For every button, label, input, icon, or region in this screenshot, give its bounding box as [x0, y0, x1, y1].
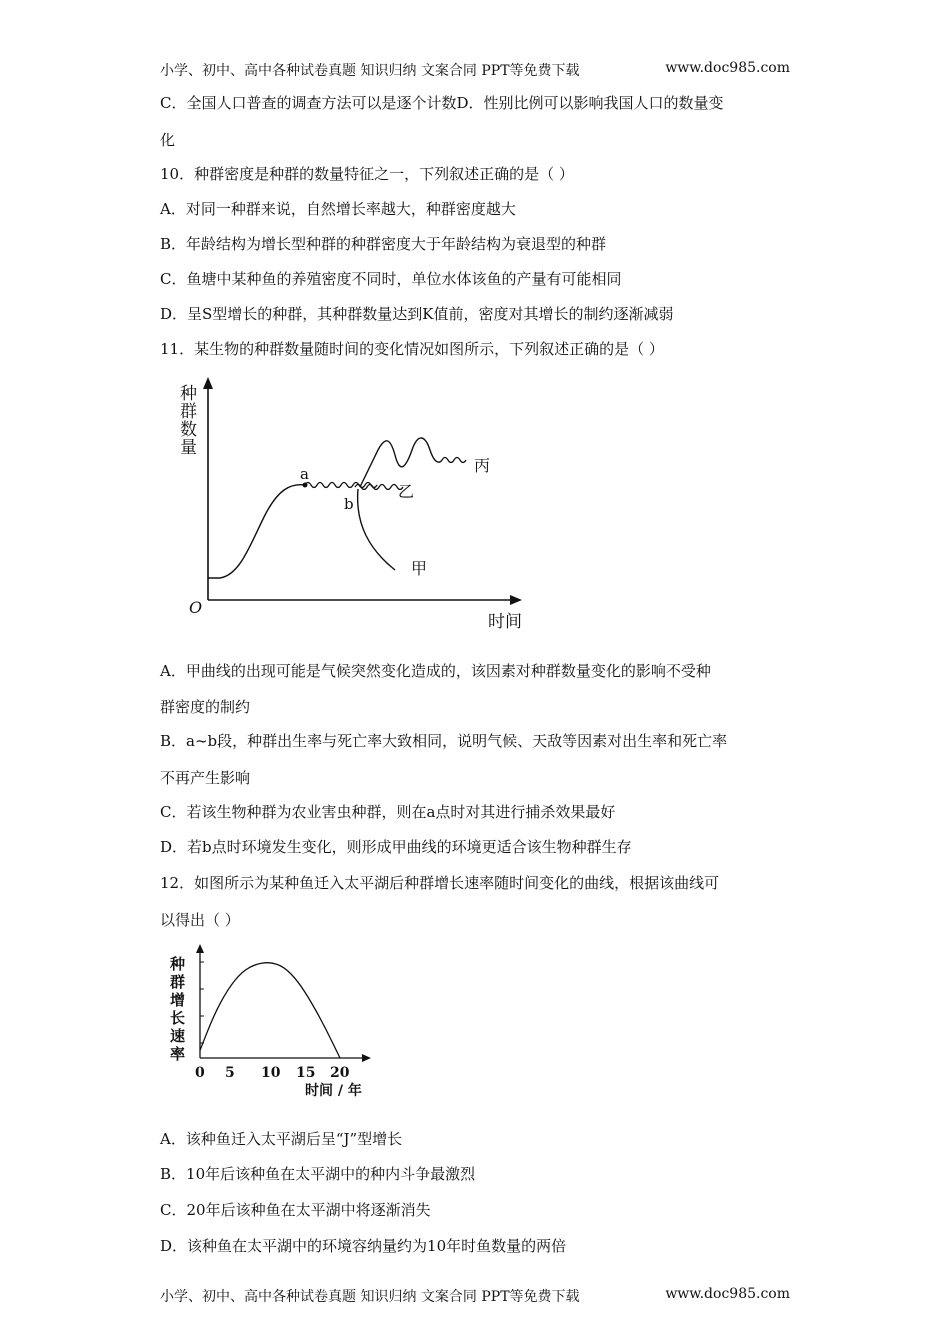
q12-option-d: D．该种鱼在太平湖中的环境容纳量约为10年时鱼数量的两倍 [160, 1237, 567, 1255]
q11-y-arrow [203, 377, 213, 389]
q11-option-a-line1: A．甲曲线的出现可能是气候突然变化造成的，该因素对种群数量变化的影响不受种 [160, 662, 711, 680]
q12-x-tick-20: 20 [330, 1065, 350, 1081]
q9-option-d-cont: 化 [160, 131, 176, 149]
q10-option-b: B．年龄结构为增长型种群的种群密度大于年龄结构为衰退型的种群 [160, 235, 607, 253]
q12-stem-line1: 12．如图所示为某种鱼迁入太平湖后种群增长速率随时间变化的曲线，根据该曲线可 [160, 874, 720, 892]
q12-option-c: C．20年后该种鱼在太平湖中将逐渐消失 [160, 1201, 431, 1219]
q12-x-arrow [362, 1054, 371, 1062]
q10-option-c: C．鱼塘中某种鱼的养殖密度不同时，单位水体该鱼的产量有可能相同 [160, 270, 622, 288]
page-header [160, 60, 790, 80]
q12-y-label-2: 群 [170, 973, 186, 991]
q12-stem-line2: 以得出（ ） [160, 911, 240, 929]
q9-option-c-d: C．全国人口普查的调查方法可以是逐个计数D．性别比例可以影响我国人口的数量变 [160, 94, 724, 112]
q12-x-tick-15: 15 [296, 1065, 316, 1081]
q12-y-label-3: 增 [170, 991, 186, 1009]
q11-y-label-4: 量 [180, 438, 197, 458]
q11-option-d: D．若b点时环境发生变化，则形成甲曲线的环境更适合该生物种群生存 [160, 838, 632, 856]
q11-option-b-line1: B．a~b段，种群出生率与死亡率大致相同，说明气候、天敌等因素对出生率和死亡率 [160, 732, 728, 750]
q12-y-arrow [196, 944, 204, 953]
q11-curve-bing-tail [442, 458, 466, 463]
q12-x-tick-5: 5 [225, 1065, 235, 1081]
q11-option-c: C．若该生物种群为农业害虫种群，则在a点时对其进行捕杀效果最好 [160, 803, 616, 821]
q12-x-label: 时间 / 年 [305, 1083, 362, 1099]
q11-y-label-3: 数 [180, 420, 197, 440]
q11-wavy-a-to-b [305, 483, 377, 488]
q10-option-a: A．对同一种群来说，自然增长率越大，种群密度越大 [160, 200, 516, 218]
page-footer [160, 1286, 790, 1306]
q11-point-b-label: b [344, 495, 354, 513]
q11-population-figure [170, 375, 540, 635]
q11-x-label: 时间 [488, 612, 522, 632]
q12-y-label-6: 率 [170, 1045, 186, 1063]
q11-growth-curve [208, 485, 305, 578]
q12-y-label-4: 长 [170, 1009, 186, 1027]
q11-point-a-label: a [300, 465, 309, 483]
footer-text: 小学、初中、高中各种试卷真题 知识归纳 文案合同 PPT等免费下载 [160, 1289, 580, 1305]
q12-x-tick-0: 0 [195, 1065, 205, 1081]
q12-y-label-1: 种 [170, 955, 186, 973]
q11-stem: 11．某生物的种群数量随时间的变化情况如图所示，下列叙述正确的是（ ） [160, 340, 664, 358]
q11-curve-bing [360, 438, 442, 487]
q12-growth-rate-curve [200, 963, 340, 1058]
q11-curve-jia [358, 489, 395, 570]
q11-origin-label: O [189, 598, 203, 617]
header-text: 小学、初中、高中各种试卷真题 知识归纳 文案合同 PPT等免费下载 [160, 63, 580, 79]
q11-option-b-line2: 不再产生影响 [160, 769, 251, 787]
q12-growth-rate-chart [160, 942, 380, 1102]
q12-x-tick-10: 10 [261, 1065, 281, 1081]
header-site: www.doc985.com [665, 60, 790, 76]
footer-site: www.doc985.com [665, 1286, 790, 1302]
q10-stem: 10．种群密度是种群的数量特征之一，下列叙述正确的是（ ） [160, 165, 574, 183]
q11-option-a-line2: 群密度的制约 [160, 698, 251, 716]
q11-x-arrow [510, 595, 522, 605]
q10-option-d: D．呈S型增长的种群，其种群数量达到K值前，密度对其增长的制约逐渐减弱 [160, 305, 674, 323]
q11-curve-yi-label: 乙 [398, 482, 415, 501]
q12-option-b: B．10年后该种鱼在太平湖中的种内斗争最激烈 [160, 1165, 476, 1183]
q11-curve-jia-label: 甲 [411, 559, 428, 578]
q11-y-label-1: 种 [180, 384, 197, 404]
q11-curve-bing-label: 丙 [474, 456, 491, 475]
q12-option-a: A．该种鱼迁入太平湖后呈“J”型增长 [160, 1130, 403, 1148]
q11-y-label-2: 群 [180, 402, 197, 422]
q12-y-label-5: 速 [170, 1027, 186, 1045]
